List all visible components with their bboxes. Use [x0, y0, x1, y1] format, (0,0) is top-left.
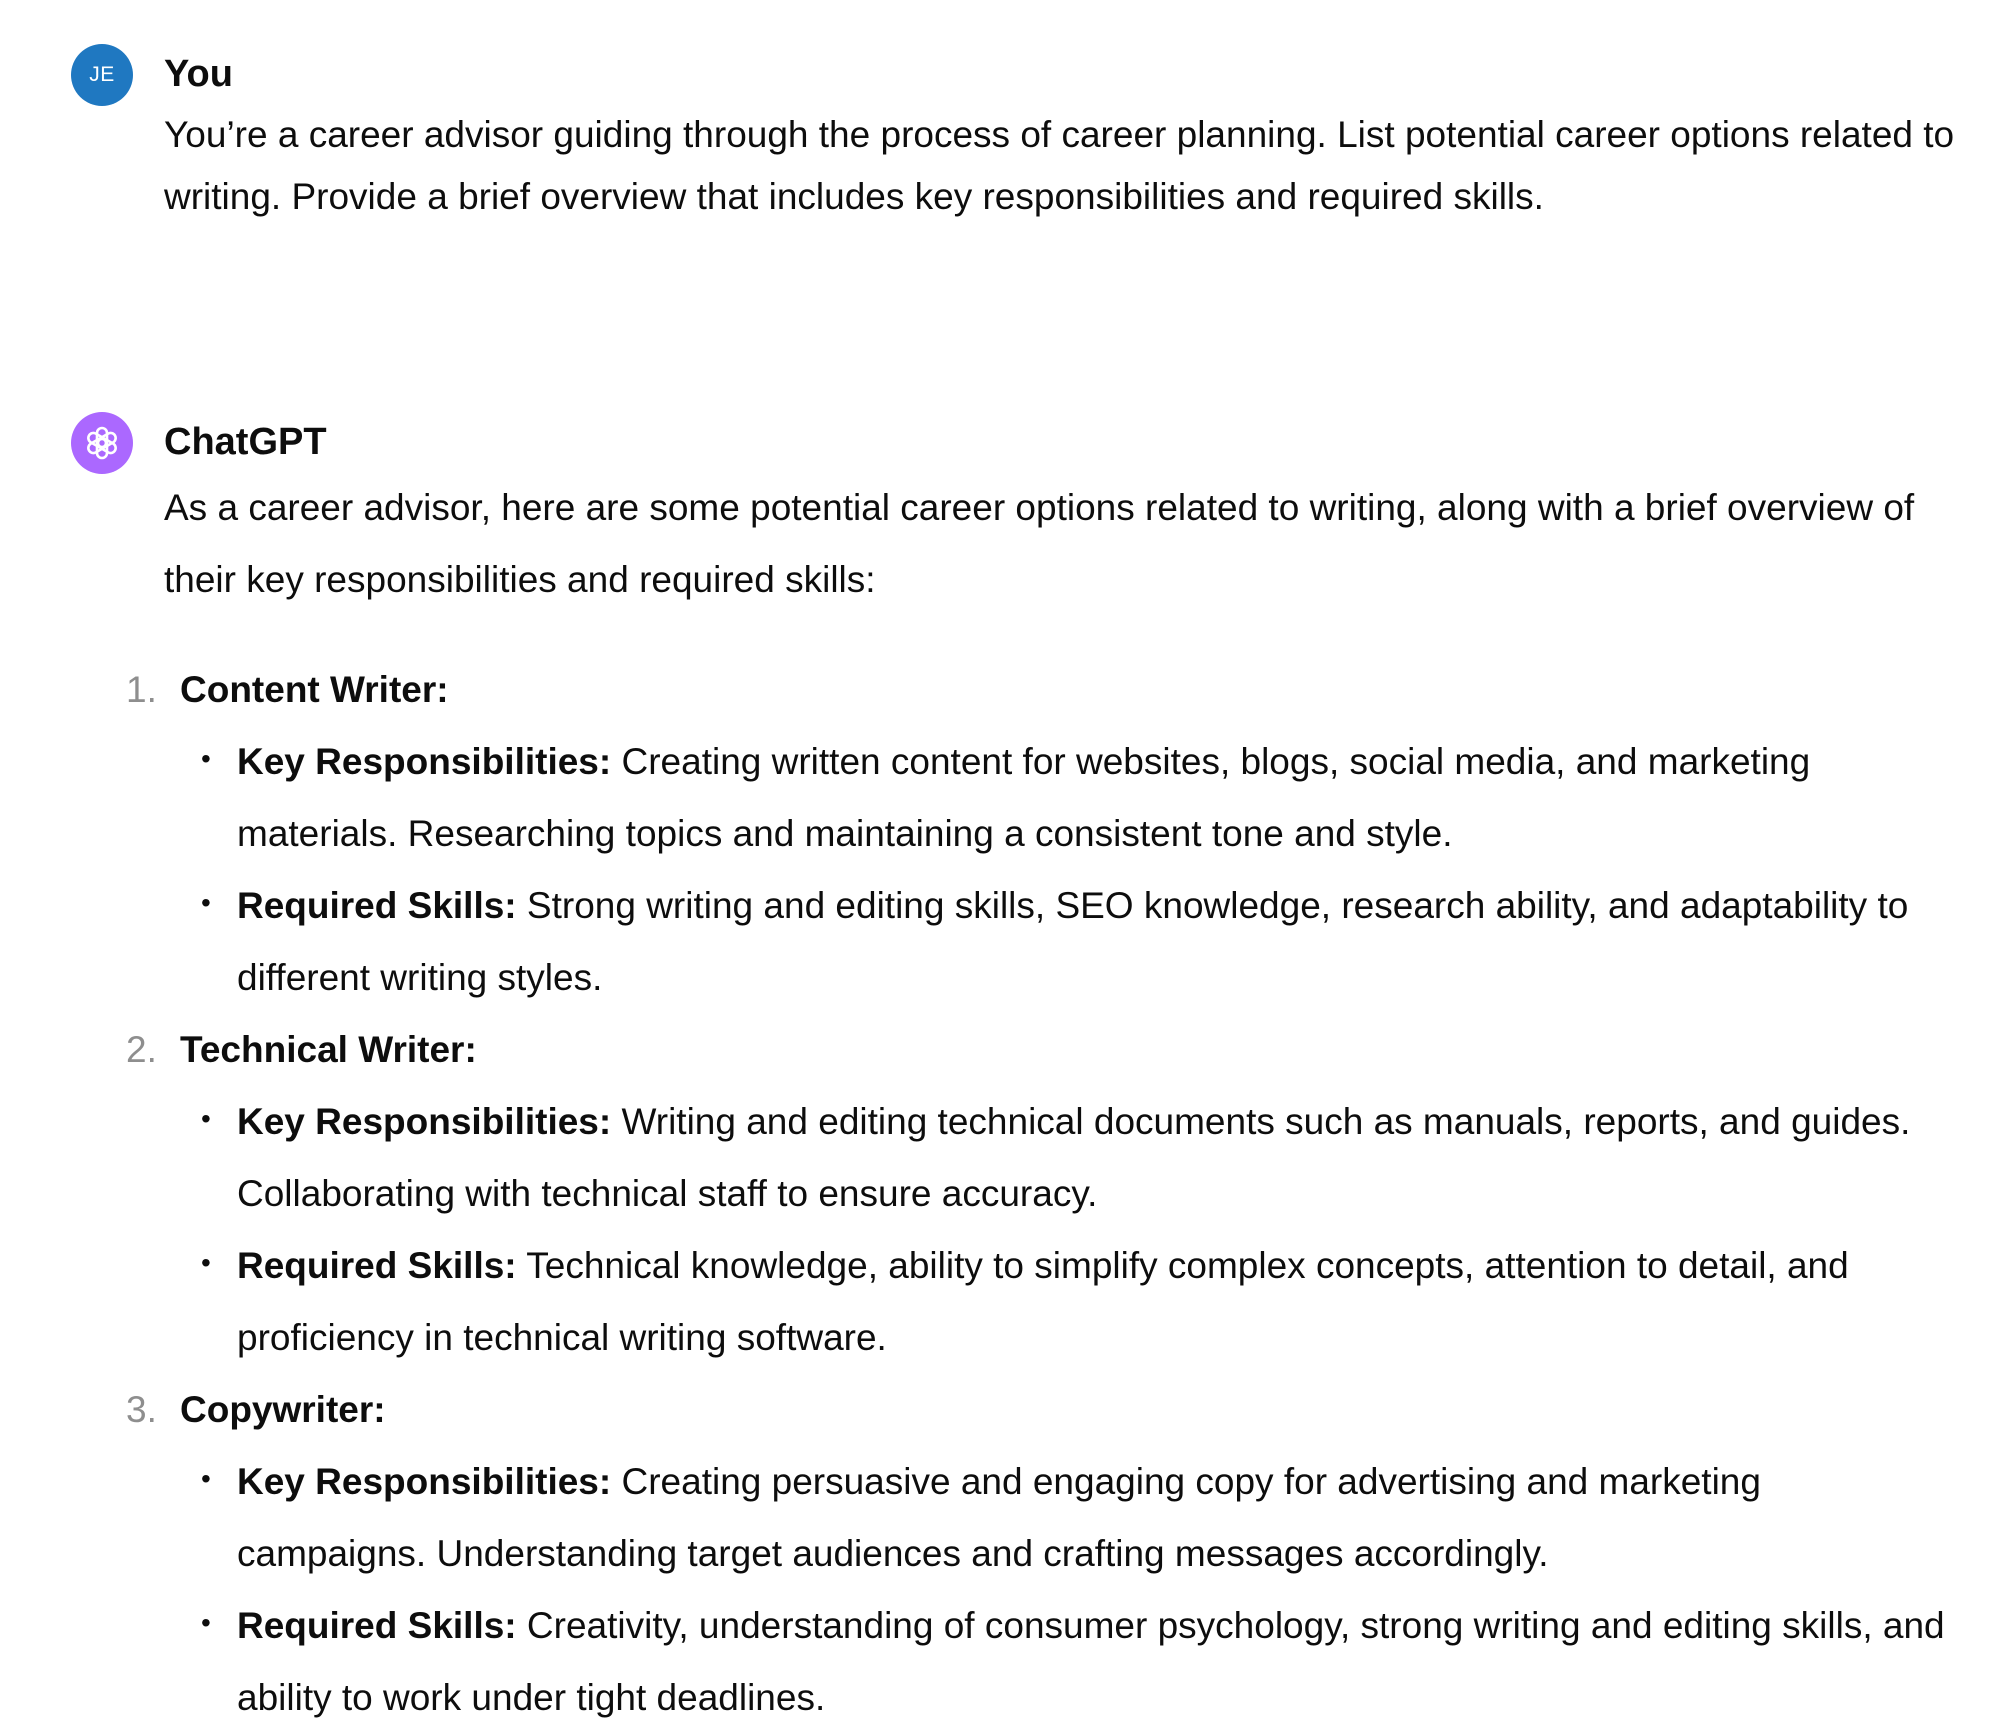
assistant-intro-text: As a career advisor, here are some potential career options related to writing, along with a brief overview of their key responsibilities and required skills:: [164, 487, 1915, 600]
responsibilities-item: [201, 1446, 1960, 1590]
skills-item: [201, 870, 1960, 1014]
assistant-message-content: [126, 472, 1960, 1734]
bullet-icon: •: [201, 887, 211, 918]
bullet-icon: •: [201, 743, 211, 774]
responsibilities-label: Key Responsibilities:: [237, 1461, 612, 1502]
responsibilities-item: [201, 1086, 1960, 1230]
career-number: 2.: [126, 1029, 157, 1070]
skills-item: [201, 1230, 1960, 1374]
skills-label: Required Skills:: [237, 1245, 517, 1286]
responsibilities-text: Creating written content for websites, blogs, social media, and marketing materials. Researching topics and maintaining a consistent tone and style.: [237, 741, 1811, 854]
career-item: [126, 1014, 1960, 1374]
career-details: [180, 1446, 1960, 1734]
skills-text: Technical knowledge, ability to simplify complex concepts, attention to detail, and proficiency in technical writing software.: [237, 1245, 1849, 1358]
career-number: 1.: [126, 669, 157, 710]
skills-label: Required Skills:: [237, 885, 517, 926]
user-message-content: [164, 104, 1960, 228]
responsibilities-label: Key Responsibilities:: [237, 1101, 612, 1142]
skills-text: Strong writing and editing skills, SEO knowledge, research ability, and adaptability to different writing styles.: [237, 885, 1909, 998]
career-details: [180, 726, 1960, 1014]
user-message-text: You’re a career advisor guiding through the process of career planning. List potential career options related to writing. Provide a brief overview that includes key responsibilities and required skills.: [164, 114, 1955, 217]
bullet-icon: •: [201, 1463, 211, 1494]
user-author-name: You: [164, 53, 233, 95]
skills-item: [201, 1590, 1960, 1734]
career-item: [126, 654, 1960, 1014]
career-title: Content Writer:: [180, 669, 449, 710]
responsibilities-text: Writing and editing technical documents such as manuals, reports, and guides. Collaborating with technical staff to ensure accuracy.: [237, 1101, 1911, 1214]
career-title: Technical Writer:: [180, 1029, 477, 1070]
skills-text: Creativity, understanding of consumer psychology, strong writing and editing skills, and ability to work under tight deadlines.: [237, 1605, 1945, 1718]
career-title: Copywriter:: [180, 1389, 386, 1430]
responsibilities-item: [201, 726, 1960, 870]
career-number: 3.: [126, 1389, 157, 1430]
bullet-icon: •: [201, 1247, 211, 1278]
career-item: [126, 1374, 1960, 1734]
user-avatar: [71, 44, 133, 106]
bullet-icon: •: [201, 1103, 211, 1134]
career-details: [180, 1086, 1960, 1374]
career-list: [126, 654, 1960, 1734]
user-avatar-initials: JE: [89, 63, 115, 86]
responsibilities-label: Key Responsibilities:: [237, 741, 612, 782]
bullet-icon: •: [201, 1607, 211, 1638]
skills-label: Required Skills:: [237, 1605, 517, 1646]
responsibilities-text: Creating persuasive and engaging copy for advertising and marketing campaigns. Understanding target audiences and crafting messages accordingly.: [237, 1461, 1761, 1574]
assistant-author-name: ChatGPT: [164, 421, 327, 463]
openai-logo-icon: [80, 421, 124, 465]
assistant-avatar: [71, 412, 133, 474]
